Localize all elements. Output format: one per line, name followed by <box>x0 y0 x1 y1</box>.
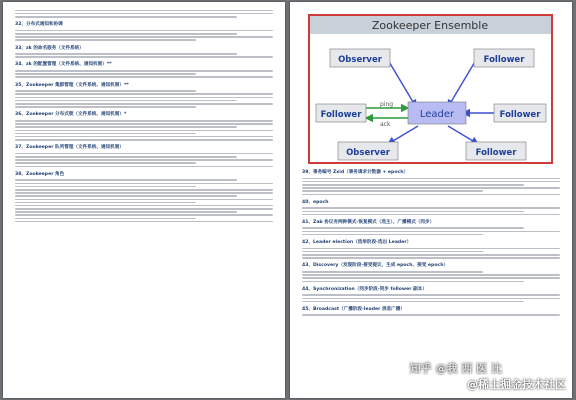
section-heading: 41、Zab 协议有两种模式-恢复模式（选主）、广播模式（同步） <box>302 219 435 225</box>
text-line <box>302 187 560 189</box>
text-line <box>15 39 196 41</box>
text-line <box>15 120 273 122</box>
text-line <box>302 227 524 229</box>
text-line <box>302 190 483 192</box>
text-line <box>15 211 237 213</box>
section <box>302 170 560 200</box>
text-line <box>15 192 273 194</box>
text-line <box>302 314 560 316</box>
text-line <box>15 93 273 95</box>
section <box>302 240 560 263</box>
text-line <box>15 179 237 181</box>
text-line <box>15 10 273 12</box>
section-heading: 32、分布式通知和协调 <box>15 22 63 28</box>
section-heading: 44、Synchronization（同步阶段-同步 follower 副本） <box>302 286 427 292</box>
text-line <box>302 257 560 259</box>
text-line <box>15 90 196 92</box>
text-line <box>302 294 560 296</box>
text-line <box>15 202 196 204</box>
text-line <box>302 194 560 196</box>
section <box>302 220 560 240</box>
text-line <box>15 214 273 216</box>
text-line <box>15 33 237 35</box>
section <box>302 287 560 307</box>
section-heading: 36、Zookeeper 分布式锁（文件系统、通知机制）* <box>15 112 127 118</box>
text-line <box>15 56 273 58</box>
text-line <box>302 298 560 300</box>
text-line <box>15 97 273 99</box>
text-line <box>15 159 273 161</box>
follower-top-label: Follower <box>483 55 525 65</box>
ensemble-frame <box>309 15 552 163</box>
text-line <box>15 162 196 164</box>
watermark-zhihu: 知乎 @我 西 医 比 <box>409 362 502 375</box>
ping-label: ping <box>380 101 394 108</box>
left-page <box>3 2 285 398</box>
text-line <box>15 126 237 128</box>
text-line <box>15 130 273 132</box>
section <box>302 200 560 220</box>
section <box>15 145 273 172</box>
text-line <box>15 100 237 102</box>
text-line <box>15 70 273 72</box>
text-line <box>15 53 237 55</box>
right-page <box>290 2 572 398</box>
text-line <box>302 254 560 256</box>
text-line <box>302 301 524 303</box>
text-line <box>15 133 196 135</box>
text-line <box>15 13 273 15</box>
section-heading: 42、Leader election（选举阶段-选出 Leader） <box>302 240 412 246</box>
section <box>15 62 273 82</box>
text-line <box>15 205 273 207</box>
section <box>15 112 273 145</box>
text-line <box>15 106 196 108</box>
zookeeper-ensemble-diagram <box>308 14 553 164</box>
section-heading: 43、Discovery（发现阶段-接受提议、生成 epoch、接受 epoch） <box>302 263 449 269</box>
section-heading: 35、Zookeeper 集群管理（文件系统、通知机制）** <box>15 82 129 88</box>
section <box>302 307 560 321</box>
observer-top-label: Observer <box>338 55 382 65</box>
text-line <box>302 277 560 279</box>
follower-bottom-label: Follower <box>475 148 517 158</box>
text-line <box>302 207 560 209</box>
leader-label: Leader <box>419 109 455 120</box>
left-page-content <box>3 2 285 227</box>
ensemble-title: Zookeeper Ensemble <box>371 19 489 32</box>
follower-left-label: Follower <box>320 110 362 120</box>
section-heading: 33、zk 的命名服务（文件系统） <box>15 45 84 51</box>
section <box>15 46 273 63</box>
ack-label: ack <box>380 121 391 128</box>
text-line <box>302 231 560 233</box>
section <box>15 172 273 227</box>
text-line <box>302 271 483 273</box>
section-heading: 38、Zookeeper 角色 <box>15 171 65 177</box>
text-line <box>302 248 560 250</box>
text-line <box>302 274 560 276</box>
text-line <box>15 199 273 201</box>
text-line <box>15 153 273 155</box>
text-line <box>15 123 273 125</box>
observer-bottom-label: Observer <box>346 148 390 158</box>
section-heading: 40、epoch <box>302 199 329 205</box>
section <box>15 10 273 23</box>
watermark-juejin: @稀土掘金技术社区 <box>467 378 566 391</box>
section-heading: 37、Zookeeper 队列管理（文件系统、通知机制） <box>15 145 124 151</box>
section-heading: 39、事务编号 Zxid（事务请求计数器 + epoch） <box>302 170 409 175</box>
text-line <box>15 186 196 188</box>
text-line <box>302 211 524 213</box>
text-line <box>15 208 273 210</box>
right-page-content <box>290 170 572 321</box>
section-heading: 45、Broadcast（广播阶段-leader 消息广播） <box>302 306 405 312</box>
section <box>15 22 273 45</box>
text-line <box>15 36 273 38</box>
text-line <box>302 251 483 253</box>
text-line <box>15 16 237 18</box>
follower-right-label: Follower <box>499 110 541 120</box>
text-line <box>15 73 196 75</box>
text-line <box>15 103 273 105</box>
text-line <box>302 178 560 180</box>
text-line <box>15 166 273 168</box>
text-line <box>302 234 483 236</box>
text-line <box>15 139 273 141</box>
ensemble-diagram-svg <box>308 14 553 164</box>
text-line <box>15 218 196 220</box>
section <box>302 263 560 286</box>
section <box>15 83 273 113</box>
text-line <box>302 181 560 183</box>
text-line <box>15 221 273 223</box>
text-line <box>15 156 237 158</box>
section-heading: 34、zk 的配置管理（文件系统、通知机制）** <box>15 62 112 68</box>
text-line <box>15 76 273 78</box>
text-line <box>15 195 237 197</box>
text-line <box>302 281 524 283</box>
text-line <box>302 184 524 186</box>
text-line <box>15 30 273 32</box>
text-line <box>302 214 560 216</box>
text-line <box>15 189 273 191</box>
text-line <box>15 136 273 138</box>
text-line <box>15 183 273 185</box>
